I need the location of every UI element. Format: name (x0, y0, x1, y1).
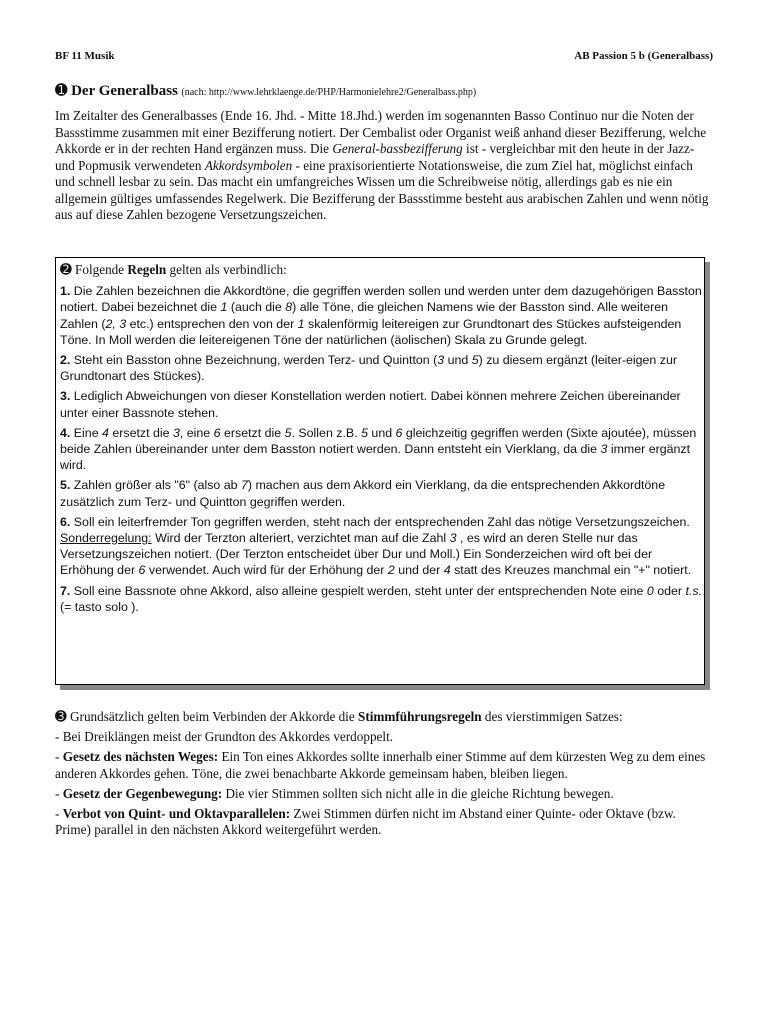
number-one-icon: ➊ (55, 81, 68, 99)
section-1-heading (55, 81, 713, 102)
rules-box (55, 257, 705, 685)
rule-6: 6. Soll ein leiterfremder Ton gegriffen werden, steht nach der entsprechenden Zahl das nötige Versetzungszeichen. Sonderregelung: Wird der Terzton alteriert, verzichtet man auf die Zahl 3 , es wird an deren Stelle nur das Versetzungszeichen notiert. (Der Terzton entscheidet über Dur und Moll.) Ein Sonderzeichen wird oft bei der Erhöhung der 6 verwendet. Auch wird für der Erhöhung der 2 und der 4 statt des Kreuzes manchmal ein "+" notiert. (60, 514, 692, 578)
rule-7: 7. Soll eine Bassnote ohne Akkord, also alleine gespielt werden, steht unter der entsprechenden Note eine 0 oder t.s. (= tasto solo ). (60, 583, 703, 614)
number-two-icon: ➋ (60, 262, 72, 278)
voice-rule-nearest-way: - Gesetz des nächsten Weges: Ein Ton eines Akkordes sollte innerhalb einer Stimme auf dem kürzesten Weg zu dem eines anderen Akkordes gehen. Töne, die zwei benachbarte Akkorde gemeinsam haben, bleiben liegen. (55, 749, 706, 781)
page-header (55, 50, 713, 62)
rule-5: 5. Zahlen größer als "6" (also ab 7) machen aus dem Akkord ein Vierklang, da die entsprechenden Akkordtöne zusätzlich zum Terz- und Quintton gegriffen werden. (60, 478, 666, 509)
voice-rule-parallels: - Verbot von Quint- und Oktavparallelen: Zwei Stimmen dürfen nicht im Abstand einer Quinte- oder Oktave (bzw. Prime) parallel in den nächsten Akkord weitergeführt werden. (55, 806, 676, 838)
rule-1: 1. Die Zahlen bezeichnen die Akkordtöne, die gegriffen werden sollen und werden unter dem dazugehörigen Basston notiert. Dabei bezeichnet die 1 (auch die 8) alle Töne, die gleichen Namens wie der Basston sind. Alle weiteren Zahlen (2, 3 etc.) entsprechen den von der 1 skalenförmig leitereigen zur Grundtonart des Stückes aufsteigenden Töne. In Moll werden die leitereigenen Töne der natürlichen (äolischen) Skala zu Grunde gelegt. (60, 284, 702, 347)
rules-intro: ➋ Folgende Regeln gelten als verbindlich: (60, 262, 287, 278)
rule-4: 4. Eine 4 ersetzt die 3, eine 6 ersetzt die 5. Sollen z.B. 5 und 6 gleichzeitig gegriffen werden (Sixte ajoutée), müssen beide Zahlen übereinander unter dem Basston notiert werden. Dann entsteht ein Vierklang, da die 3 immer ergänzt wird. (60, 425, 697, 473)
header-course: BF 11 Musik (55, 50, 115, 62)
section-3 (55, 709, 713, 842)
section-1-source: (nach: http://www.lehrklaenge.de/PHP/Harmonielehre2/Generalbass.php) (181, 87, 477, 98)
header-sheet-title: AB Passion 5 b (Generalbass) (574, 50, 713, 62)
rule-2: 2. Steht ein Basston ohne Bezeichnung, werden Terz- und Quintton (3 und 5) zu diesem ergänzt (leiter-eigen zur Grundtonart des Stückes). (60, 353, 677, 384)
number-three-icon: ➌ (55, 709, 67, 725)
rule-3: 3. Lediglich Abweichungen von dieser Konstellation werden notiert. Dabei können mehrere Zeichen übereinander unter einer Bassnote stehen. (60, 389, 681, 420)
section-3-intro: ➌ Grundsätzlich gelten beim Verbinden der Akkorde die Stimmführungsregeln des vierstimmigen Satzes: (55, 709, 623, 725)
intro-paragraph: Im Zeitalter des Generalbasses (Ende 16. Jhd. - Mitte 18.Jhd.) werden im sogenannten Basso Continuo nur die Noten der Bassstimme zusammen mit einer Bezifferung notiert. Der Cembalist oder Organist weiß anhand dieser Bezifferung, welche Akkorde er in der rechten Hand ergänzen muss. Die General-bassbezifferung ist - vergleichbar mit den heute in der Jazz- und Popmusik verwendeten Akkordsymbolen - eine praxisorientierte Notationsweise, die zum Ziel hat, möglichst einfach und schnell lesbar zu sein. Das macht ein umfangreiches Wissen um die Schreibweise nötig, allerdings gab es nie ein allgemein gültiges umfassendes Regelwerk. Die Bezifferung der Bassstimme besteht aus arabischen Zahlen und wenn nötig aus auf diese Zahlen bezogene Versetzungszeichen. (55, 108, 709, 222)
voice-rule-doubling: - Bei Dreiklängen meist der Grundton des Akkordes verdoppelt. (55, 729, 394, 745)
voice-rule-contrary-motion: - Gesetz der Gegenbewegung: Die vier Stimmen sollten sich nicht alle in die gleiche Richtung bewegen. (55, 785, 614, 801)
section-1-title: Der Generalbass (71, 83, 178, 99)
worksheet-page (55, 50, 713, 838)
